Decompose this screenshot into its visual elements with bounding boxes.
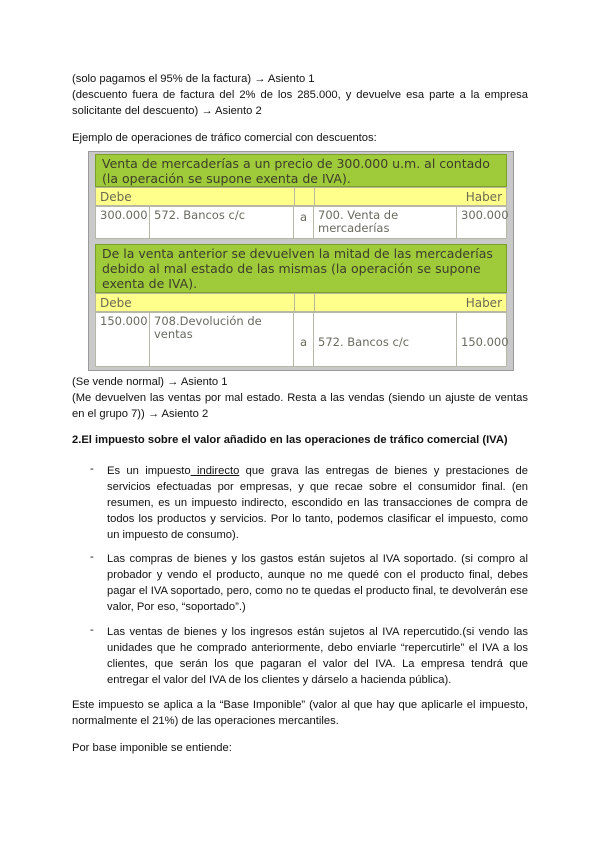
- block1-account-left: 572. Bancos c/c: [150, 207, 294, 238]
- bullet-dash-1: -: [90, 463, 94, 475]
- intro-paragraph-2: (descuento fuera de factura del 2% de los 285.000, y devuelve esa parte a la empresa solicitante del descuento) → Asiento 2: [72, 89, 528, 117]
- closing-paragraph-1: Este impuesto se aplica a la “Base Imponible” (valor al que hay que aplicarle el impuesto, normalmente el 21%) de las operaciones mercantiles.: [72, 699, 528, 727]
- block1-account-right: 700. Venta de mercaderías: [314, 207, 457, 238]
- example-title: Ejemplo de operaciones de tráfico comercial con descuentos:: [72, 132, 377, 144]
- block2-amount-left: 150.000: [96, 313, 150, 366]
- block1-header-row: [95, 187, 507, 206]
- bullet-3: Las ventas de bienes y los ingresos están sujetos al IVA repercutido.(si vendo las unidades que he comprado anteriormente, debo enviarle “repercutirle” el IVA a los clientes, que serán los que pagaran el valor del IVA. La empresa tendrá que entregar el valor del IVA de los clientes y dárselo a hacienda pública).: [107, 626, 528, 686]
- block1-a: a: [294, 207, 314, 238]
- block2-header-divider-2: [314, 294, 315, 311]
- bullet-2: Las compras de bienes y los gastos están sujetos al IVA soportado. (si compro al probador y vendo el producto, aunque no me quedé con el producto final, debes pagar el IVA soportado, pero, como no te quedas el producto final, te devolverán ese valor, Por eso, “soportado”.): [107, 553, 528, 613]
- block2-haber-label: Haber: [465, 296, 502, 310]
- block1-entry-row: [95, 206, 507, 239]
- block2-header-row: [95, 293, 507, 312]
- block1-header-divider-2: [314, 188, 315, 205]
- intro-line-1: (solo pagamos el 95% de la factura) → Asiento 1: [72, 73, 315, 85]
- after-table-paragraph-2: (Me devuelven las ventas por mal estado. Resta a las vendas (siendo un ajuste de ventas en el grupo 7)) → Asiento 2: [72, 392, 528, 420]
- block2-debe-label: Debe: [100, 296, 132, 310]
- block1-haber-label: Haber: [465, 190, 502, 204]
- journal-entries-table: [88, 151, 514, 371]
- block2-a: a: [294, 313, 314, 366]
- bullet-dash-2: -: [90, 551, 94, 563]
- block1-debe-label: Debe: [100, 190, 132, 204]
- block2-amount-right: 150.000: [461, 335, 509, 349]
- block1-amount-right: 300.000: [461, 208, 509, 222]
- bullet-1-underlined: indirecto: [190, 465, 240, 477]
- block1-header-divider-1: [294, 188, 295, 205]
- block2-account-left: 708.Devolución de ventas: [150, 313, 294, 366]
- block2-entry-row: [95, 312, 507, 367]
- block2-title: De la venta anterior se devuelven la mitad de las mercaderías debido al mal estado de las mismas (la operación se supone exenta de IVA).: [95, 244, 507, 293]
- bullet-1: [107, 463, 528, 543]
- block1-amount-left: 300.000: [96, 207, 150, 238]
- bullet-1-pre: Es un impuesto: [107, 465, 191, 477]
- block1-title: Venta de mercaderías a un precio de 300.000 u.m. al contado (la operación se supone exenta de IVA).: [95, 154, 507, 187]
- section-heading: 2.El impuesto sobre el valor añadido en las operaciones de tráfico comercial (IVA): [72, 434, 508, 446]
- bullet-1-post: que grava las entregas de bienes y prestaciones de servicios efectuadas por empresas, y que recae sobre el consumidor final. (en resumen, es un impuesto indirecto, escondido en las transacciones de compra de todos los productos y servicios. Por lo tanto, podemos clasificar el impuesto, como un impuesto de consumo).: [107, 465, 528, 541]
- block2-account-right: 572. Bancos c/c: [314, 313, 457, 366]
- block2-header-divider-1: [294, 294, 295, 311]
- after-table-line-1: (Se vende normal) → Asiento 1: [72, 376, 228, 388]
- bullet-dash-3: -: [90, 624, 94, 636]
- closing-paragraph-2: Por base imponible se entiende:: [72, 742, 232, 754]
